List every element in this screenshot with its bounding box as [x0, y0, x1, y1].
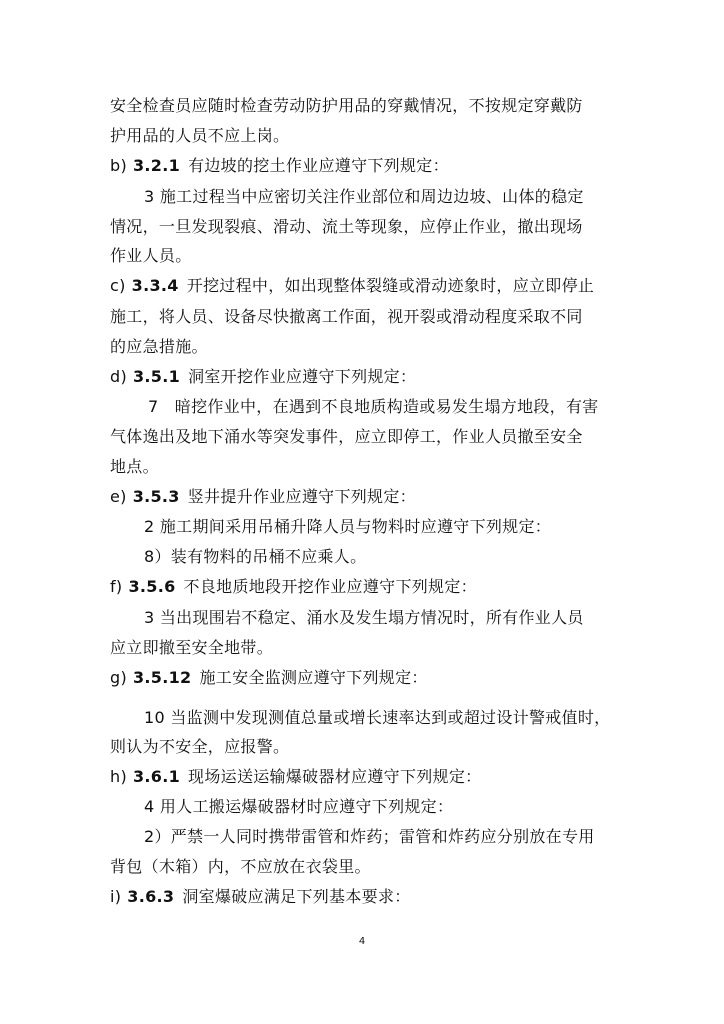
body-line: 背包（木箱）内，不应放在衣袋里。	[110, 857, 371, 876]
clause-title: 不良地质地段开挖作业应遵守下列规定：	[183, 577, 477, 596]
clause-title: 竖井提升作业应遵守下列规定：	[187, 487, 416, 506]
clause-number: 3.5.12	[133, 668, 192, 687]
body-line: 3 当出现围岩不稳定、涌水及发生塌方情况时，所有作业人员	[144, 608, 584, 627]
clause-heading-c	[110, 275, 594, 297]
clause-label: f)	[110, 577, 123, 596]
clause-title: 有边坡的挖土作业应遵守下列规定：	[188, 156, 449, 175]
clause-number: 3.5.1	[133, 367, 181, 386]
clause-heading-e	[110, 486, 416, 508]
clause-label: e)	[110, 487, 127, 506]
clause-title: 洞室开挖作业应遵守下列规定：	[188, 367, 417, 386]
body-line: 情况，一旦发现裂痕、滑动、流土等现象，应停止作业，撤出现场	[110, 217, 583, 236]
body-line: 作业人员。	[110, 246, 192, 265]
clause-title: 施工安全监测应遵守下列规定：	[199, 668, 428, 687]
clause-number: 3.5.3	[132, 487, 180, 506]
clause-label: h)	[110, 767, 127, 786]
body-line: 安全检查员应随时检查劳动防护用品的穿戴情况，不按规定穿戴防	[110, 96, 583, 115]
clause-label: i)	[110, 887, 122, 906]
clause-title: 洞室爆破应满足下列基本要求：	[182, 887, 411, 906]
clause-number: 3.6.1	[132, 767, 181, 786]
body-line: 的应急措施。	[110, 337, 208, 356]
body-line: 护用品的人员不应上岗。	[110, 126, 290, 145]
body-line: 地点。	[110, 457, 159, 476]
clause-title: 现场运送运输爆破器材应遵守下列规定：	[188, 767, 482, 786]
body-line: 施工，将人员、设备尽快撤离工作面，视开裂或滑动程度采取不同	[110, 307, 583, 326]
clause-heading-d	[110, 366, 416, 388]
body-line: 4 用人工搬运爆破器材时应遵守下列规定：	[144, 797, 454, 816]
body-line: 气体逸出及地下涌水等突发事件，应立即停工，作业人员撤至安全	[110, 427, 583, 446]
clause-heading-i	[110, 886, 411, 908]
clause-label: g)	[110, 668, 127, 687]
clause-label: d)	[110, 367, 127, 386]
body-line: 7 暗挖作业中，在遇到不良地质构造或易发生塌方地段，有害	[148, 397, 599, 416]
clause-heading-b	[110, 155, 449, 177]
body-line: 2）严禁一人同时携带雷管和炸药；雷管和炸药应分别放在专用	[144, 827, 595, 846]
clause-number: 3.2.1	[133, 156, 181, 175]
body-line: 10 当监测中发现测值总量或增长速率达到或超过设计警戒值时，	[144, 708, 611, 727]
clause-title: 开挖过程中，如出现整体裂缝或滑动迹象时，应立即停止	[186, 276, 595, 295]
page-number: 4	[358, 936, 366, 947]
clause-heading-f	[110, 576, 477, 598]
clause-label: c)	[110, 276, 126, 295]
clause-label: b)	[110, 156, 127, 175]
body-line: 2 施工期间采用吊桶升降人员与物料时应遵守下列规定：	[144, 517, 552, 536]
body-line: 应立即撤至安全地带。	[110, 638, 274, 657]
clause-number: 3.5.6	[128, 577, 176, 596]
clause-heading-h	[110, 766, 481, 788]
body-line: 则认为不安全，应报警。	[110, 737, 290, 756]
body-line: 8）装有物料的吊桶不应乘人。	[144, 547, 367, 566]
clause-heading-g	[110, 667, 428, 689]
body-line: 3 施工过程当中应密切关注作业部位和周边边坡、山体的稳定	[144, 187, 584, 206]
clause-number: 3.6.3	[127, 887, 175, 906]
clause-number: 3.3.4	[131, 276, 179, 295]
